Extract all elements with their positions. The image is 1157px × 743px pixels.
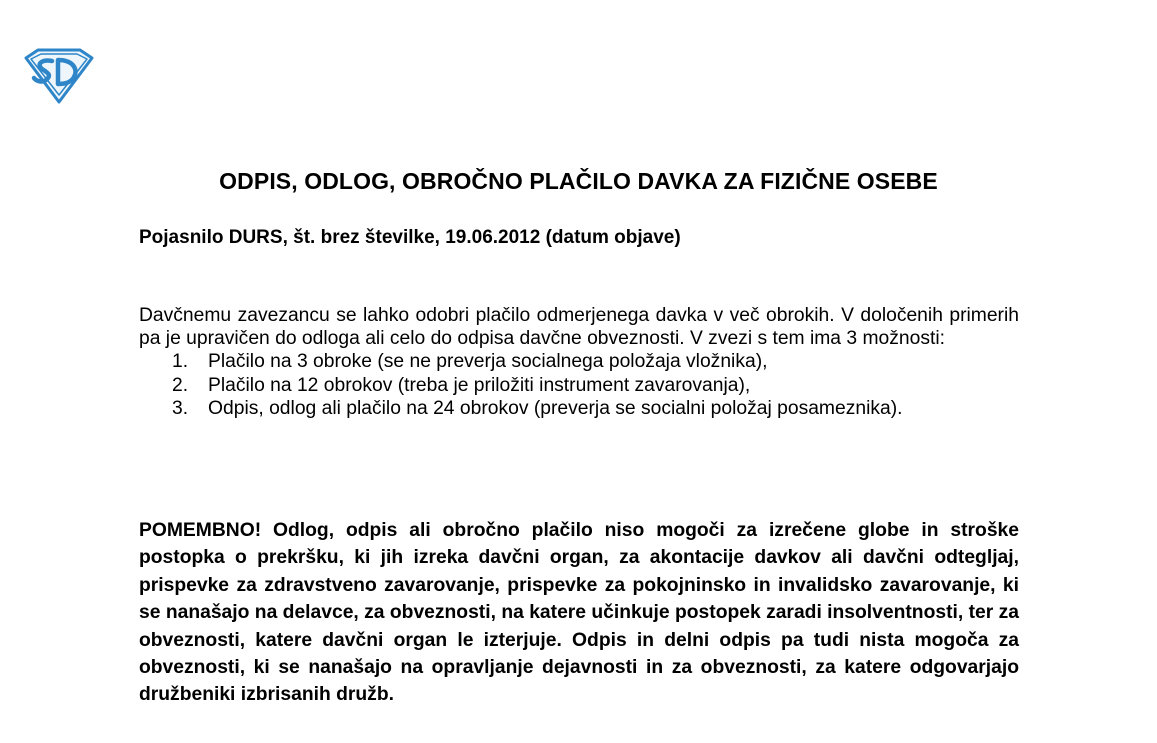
- list-item-text: Odpis, odlog ali plačilo na 24 obrokov (preverja se socialni položaj posameznika).: [208, 397, 903, 419]
- list-item: [139, 374, 1019, 397]
- important-notice: POMEMBNO! Odlog, odpis ali obročno plačilo niso mogoči za izrečene globe in stroške postopka o prekršku, ki jih izreka davčni organ, za akontacije davkov ali davčni odtegljaj, prispevke za zdravstveno zavarovanje, prispevke za pokojninsko in invalidsko zavarovanje, ki se nanašajo na delavce, za obveznosti, na katere učinkuje postopek zaradi insolventnosti, ter za obveznosti, katere davčni organ le izterjuje. Odpis in delni odpis pa tudi nista mogoča za obveznosti, ki se nanašajo na opravljanje dejavnosti in za obveznosti, za katere odgovarjajo družbeniki izbrisanih družb.: [139, 520, 1019, 706]
- list-item: [139, 350, 1019, 373]
- list-item-text: Plačilo na 3 obroke (se ne preverja socialnega položaja vložnika),: [208, 351, 768, 373]
- list-item-number: 1.: [172, 351, 189, 373]
- page-title: ODPIS, ODLOG, OBROČNO PLAČILO DAVKA ZA FIZIČNE OSEBE: [219, 168, 938, 194]
- list-item: [139, 397, 1019, 420]
- document-body: [139, 304, 1019, 420]
- intro-paragraph: Davčnemu zavezancu se lahko odobri plačilo odmerjenega davka v več obrokih. V določenih primerih pa je upravičen do odloga ali celo do odpisa davčne obveznosti. V zvezi s tem ima 3 možnosti:: [139, 305, 1019, 350]
- shield-logo-icon: [22, 48, 96, 104]
- list-item-text: Plačilo na 12 obrokov (treba je priložiti instrument zavarovanja),: [208, 374, 751, 396]
- list-item-number: 2.: [172, 374, 189, 396]
- sd-logo: [22, 48, 96, 104]
- document-subtitle: Pojasnilo DURS, št. brez številke, 19.06.2012 (datum objave): [139, 227, 681, 248]
- list-item-number: 3.: [172, 397, 189, 419]
- options-list: [139, 350, 1019, 420]
